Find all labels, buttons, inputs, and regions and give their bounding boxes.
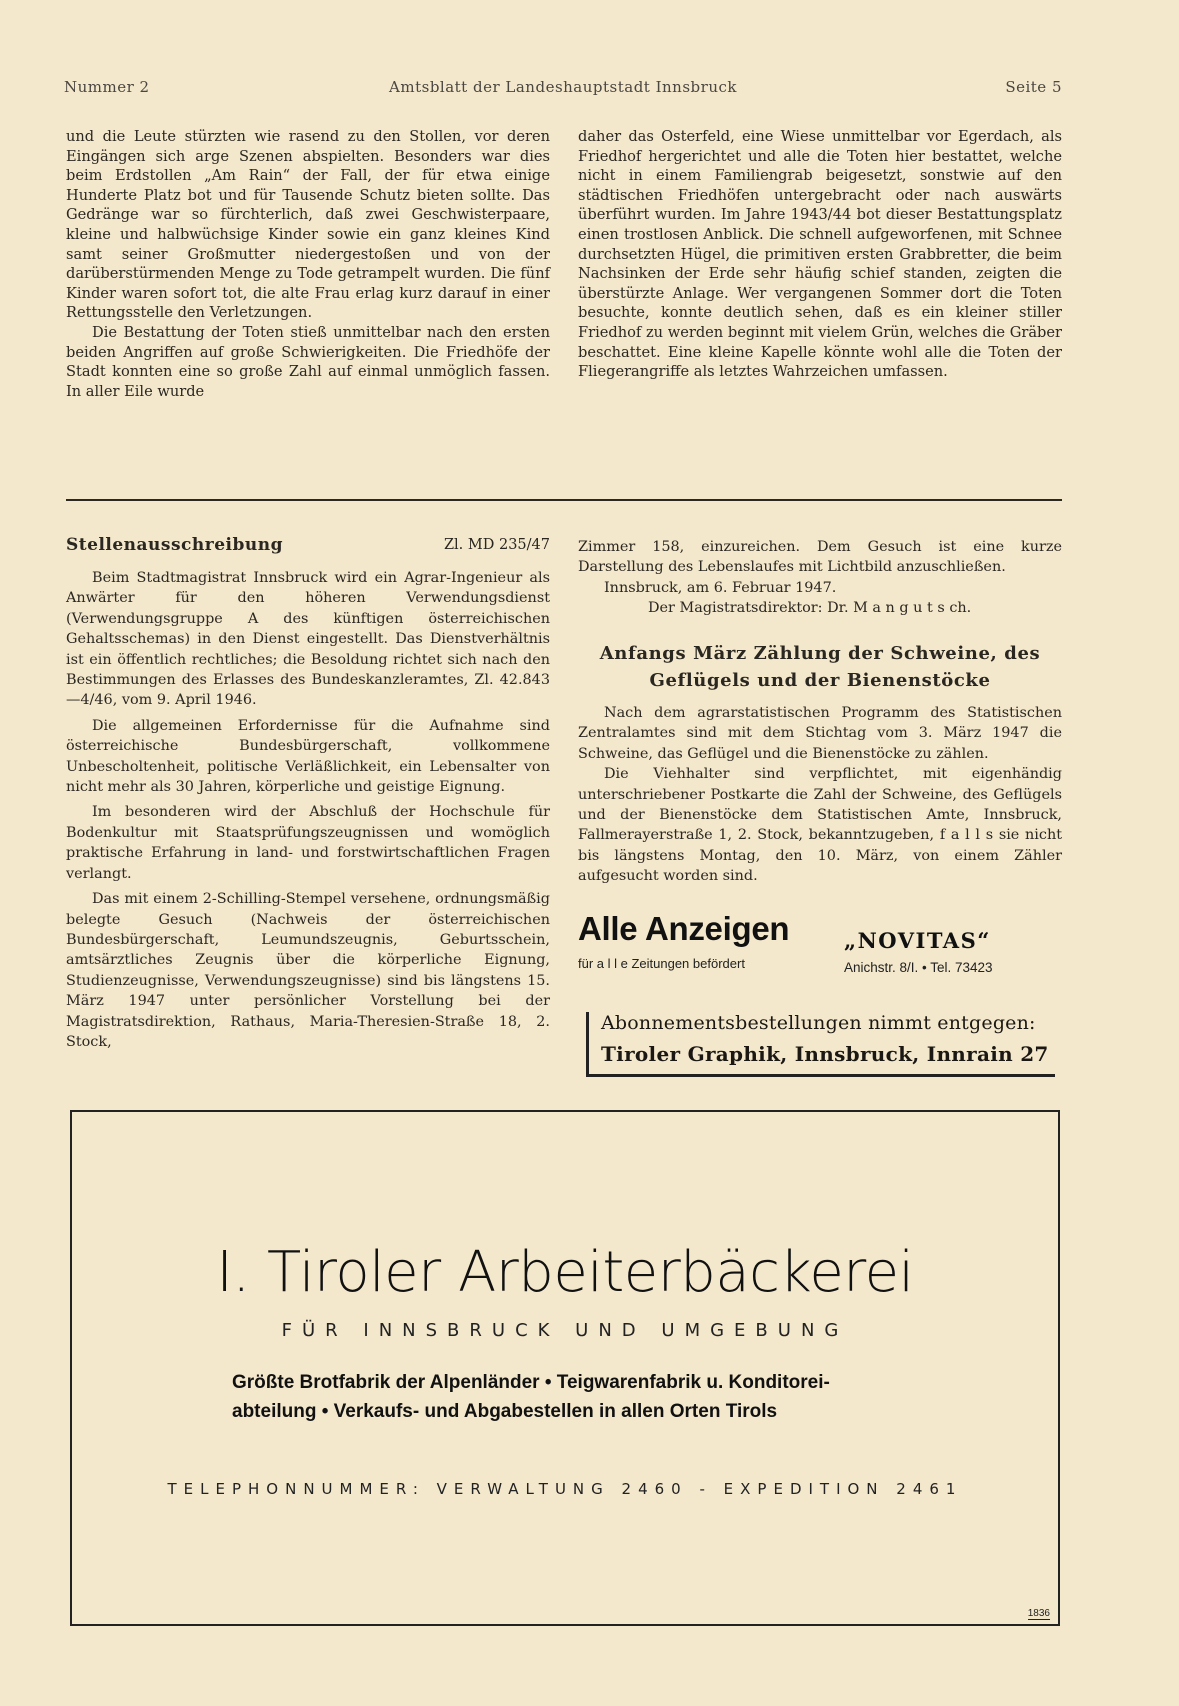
job-paragraph: Beim Stadtmagistrat Innsbruck wird ein Agrar-Ingenieur als Anwärter für den höheren Verwendungsdienst (Verwendungsgruppe A des künftigen österreichischen Gehaltsschemas) in den Dienst eingestellt. Das Dienstverhältnis ist ein öffentlich rechtliches; die Besoldung richtet sich nach den Bestimmungen des Erlasses des Bundeskanzleramtes, Zl. 42.843—4/46, vom 9. April 1946. (66, 570, 550, 709)
bakery-telephone: TELEPHONNUMMER: VERWALTUNG 2460 - EXPEDITION 2461 (167, 1480, 963, 1498)
bakery-description-line: abteilung • Verkaufs- und Abgabestellen in allen Orten Tirols (232, 1401, 778, 1422)
place-date: Innsbruck, am 6. Februar 1947. (604, 579, 837, 596)
article-paragraph: und die Leute stürzten wie rasend zu den Stollen, vor deren Eingängen sich arge Szenen abspielten. Besonders war dies beim Erdstollen „Am Rain“ der Fall, der für etwa einige Hunderte Platz bot und für Tausende Schutz bieten sollte. Das Gedränge war so fürchterlich, daß zwei Geschwisterpaare, kleine und halbwüchsige Kinder sowie ein ganz kleines Kind samt seiner Großmutter niedergestoßen und von der darüberstürmenden Menge zu Tode getrampelt wurden. Die fünf Kinder waren sofort tot, die alte Frau erlag kurz darauf in einer Rettungsstelle den Verletzungen. (66, 128, 550, 322)
subscription-line: Abonnementsbestellungen nimmt entgegen: (601, 1012, 1036, 1034)
job-posting-title: Stellenausschreibung (66, 535, 283, 555)
census-paragraph: Die Viehhalter sind verpflichtet, mit eigenhändig unterschriebener Postkarte die Zahl der Schweine, des Geflügels und der Bienenstöcke dem Statistischen Amte, Innsbruck, Fallmerayerstraße 1, 2. Stock, bekanntzugeben, f a l l s sie nicht bis längstens Montag, den 10. März, von einem Zähler aufgesucht worden sind. (578, 766, 1062, 885)
ad-subline: für a l l e Zeitungen befördert (578, 956, 745, 971)
ad-brand: „NOVITAS“ (844, 928, 991, 953)
census-paragraph: Nach dem agrarstatistischen Programm des Statistischen Zentralamtes sind mit dem Stichtag vom 3. März 1947 die Schweine, das Geflügel und die Bienenstöcke zu zählen. (578, 705, 1062, 762)
signature: Der Magistratsdirektor: Dr. M a n g u t s ch. (648, 600, 972, 617)
bakery-subtitle: FÜR INNSBRUCK UND UMGEBUNG (281, 1320, 849, 1341)
page-header (64, 78, 1062, 98)
novitas-advertisement (578, 910, 1062, 990)
article-paragraph: daher das Osterfeld, eine Wiese unmittelbar vor Egerdach, als Friedhof hergerichtet und alle die Toten hier bestattet, welche nicht in einem Familiengrab beigesetzt, sonstwie auf den städtischen Friedhöfen untergebracht oder nach auswärts überführt wurden. Im Jahre 1943/44 bot dieser Bestattungsplatz einen trostlosen Anblick. Die schnell aufgeworfenen, mit Schnee durchsetzten Hügel, die primitiven ersten Grabbretter, die beim Nachsinken der Erde sehr häufig schief standen, zeigten die überstürzte Anlage. Wer vergangenen Sommer dort die Toten besuchte, konnte deutlich sehen, daß es ein kleiner stiller Friedhof zu werden beginnt mit vielem Grün, welches die Gräber beschattet. Eine kleine Kapelle könnte wohl alle die Toten der Fliegerangriffe als letztes Wahrzeichen umfassen. (578, 128, 1062, 381)
article-continuation-right (578, 127, 1062, 382)
job-paragraph: Im besonderen wird der Abschluß der Hochschule für Bodenkultur mit Staatsprüfungszeugnissen und womöglich praktische Erfahrung in land- und forstwirtschaftlichen Fragen verlangt. (66, 804, 550, 882)
article-paragraph: Die Bestattung der Toten stieß unmittelbar nach den ersten beiden Angriffen auf große Schwierigkeiten. Die Friedhöfe der Stadt konnten eine so große Zahl auf einmal unmöglich fassen. In aller Eile wurde (66, 323, 550, 400)
ad-address: Anichstr. 8/I. • Tel. 73423 (844, 960, 993, 975)
bakery-title: I. Tiroler Arbeiterbäckerei (216, 1240, 914, 1305)
job-posting-body (66, 568, 550, 1057)
issue-number: Nummer 2 (64, 78, 150, 96)
subscription-advertisement (586, 1012, 1055, 1077)
page-number: Seite 5 (1005, 78, 1062, 96)
job-posting-header (66, 535, 550, 557)
job-posting-reference: Zl. MD 235/47 (443, 537, 550, 553)
bakery-description-line: Größte Brotfabrik der Alpenländer • Teigwarenfabrik u. Konditorei- (232, 1372, 830, 1393)
census-body (578, 703, 1062, 887)
ad-number: 1836 (1027, 1608, 1050, 1619)
job-continuation-text: Zimmer 158, einzureichen. Dem Gesuch ist eine kurze Darstellung des Lebenslaufes mit Lichtbild anzuschließen. (578, 539, 1062, 576)
ad-headline: Alle Anzeigen (578, 910, 790, 947)
subscription-publisher: Tiroler Graphik, Innsbruck, Innrain 27 (601, 1042, 1049, 1066)
bakery-advertisement (70, 1110, 1060, 1626)
bakery-description (232, 1368, 932, 1426)
census-heading: Anfangs März Zählung der Schweine, des Geflügels und der Bienenstöcke (599, 643, 1041, 691)
section-divider (66, 499, 1062, 501)
job-posting-continuation (578, 537, 1062, 619)
article-continuation-left (66, 127, 550, 401)
job-paragraph: Die allgemeinen Erfordernisse für die Aufnahme sind österreichische Bundesbürgerschaft, vollkommene Unbescholtenheit, politische Verläßlichkeit, ein Lebensalter von nicht mehr als 30 Jahren, körperliche und geistige Eignung. (66, 717, 550, 796)
job-paragraph: Das mit einem 2-Schilling-Stempel versehene, ordnungsmäßig belegte Gesuch (Nachweis der österreichischen Bundesbürgerschaft, Leumundszeugnis, Geburtsschein, amtsärztliches Zeugnis über die körperliche Eignung, Studienzeugnisse, Verwendungszeugnisse) sind bis längstens 15. März 1947 unter persönlicher Vorstellung bei der Magistratsdirektion, Rathaus, Maria-Theresien-Straße 18, 2. Stock, (66, 891, 550, 1050)
publication-title: Amtsblatt der Landeshauptstadt Innsbruck (389, 78, 737, 96)
